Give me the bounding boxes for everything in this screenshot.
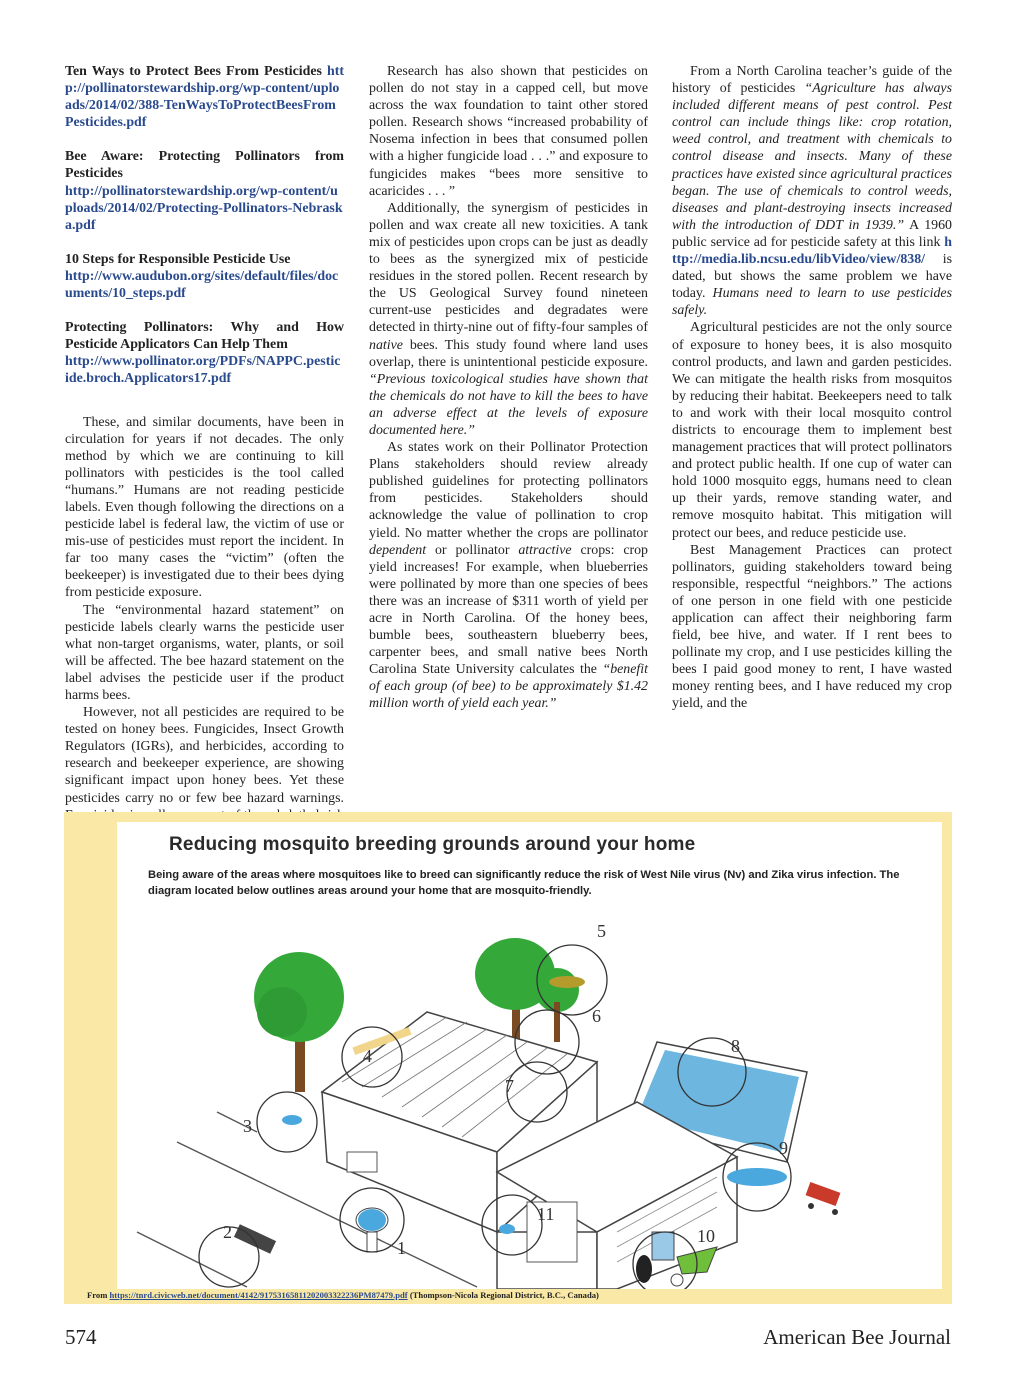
svg-text:10: 10 bbox=[697, 1226, 715, 1246]
svg-text:2: 2 bbox=[223, 1222, 232, 1242]
tree-left bbox=[254, 952, 344, 1092]
paragraph: Research has also shown that pesticides on pollen do not stay in a capped cell, but move across the wax foundation to taint other stored pollen. Research shows “increased probability of Nosema infection in bees that consumed pollen with a higher fungicide load . . .” and exposure to fungicides makes “bees more sensitive to acaricides . . . ” bbox=[369, 64, 648, 199]
paragraph: The “environmental hazard statement” on pesticide labels clearly warns the pesticide user what non-target organisms, water, plants, or soil will be affected. The bee hazard statement on the label advises the pesticide user if the product harms bees. bbox=[65, 602, 344, 703]
reference-link[interactable]: http://www.pollinator.org/PDFs/NAPPC.pesticide.broch.Applicators17.pdf bbox=[65, 354, 341, 387]
reference-title: Bee Aware: Protecting Pollinators from Pesticides bbox=[65, 149, 344, 182]
reference-3 bbox=[65, 251, 344, 302]
svg-text:11: 11 bbox=[537, 1204, 555, 1224]
column-2 bbox=[369, 63, 648, 713]
column-1 bbox=[65, 63, 344, 858]
paragraph: Additionally, the synergism of pesticides in pollen and wax create all new toxicities. A tank mix of pesticides upon crops can be just as deadly to bees as the synergized mix of pesticide residues in the stored pollen. Recent research by the US Geological Survey found nineteen current-use pesticides and degradates were detected in thirty-nine out of fifty-four samples of native bees. This study found where land uses overlap, there is unintentional pesticide exposure. “Previous toxicological studies have shown that the chemicals do not have to kill the bees to have an adverse effect at the levels of exposure documented here.” bbox=[369, 200, 648, 438]
reference-link[interactable]: http://www.audubon.org/sites/default/files/documents/10_steps.pdf bbox=[65, 268, 339, 302]
paragraph: However, not all pesticides are required to be tested on honey bees. Fungicides, Insect Growth Regulators (IGRs), and herbicides, according to research and beekeeper experience, are showing significant impact upon honey bees. Yet these pesticides carry no or few bee hazard warnings. bbox=[65, 705, 344, 806]
figure-title: Reducing mosquito breeding grounds around your home bbox=[169, 834, 696, 855]
video-link[interactable]: http://media.lib.ncsu.edu/libVideo/view/838/ bbox=[672, 234, 952, 268]
paragraph: These, and similar documents, have been in circulation for years if not decades. The only method by which we are continuing to kill pollinators with pesticides is the tool called “humans.” Humans are not reading pesticide labels. Even though following the directions on a pesticide label is federal law, the victim of use or mis-use of pesticides must report the incident. In far too many cases the “victim” (often the beekeeper) is investigated due to their bees dying from pesticide exposure. bbox=[65, 414, 344, 601]
reference-link[interactable]: http://pollinatorstewardship.org/wp-content/uploads/2014/02/Protecting-Pollinators-Nebraska.pdf bbox=[65, 183, 343, 233]
puddle-5 bbox=[549, 976, 585, 988]
svg-text:1: 1 bbox=[397, 1238, 406, 1258]
reference-link[interactable]: http://pollinatorstewardship.org/wp-content/uploads/2014/02/388-TenWaysToProtectBeesFromPesticides.pdf bbox=[65, 64, 344, 131]
credit-link[interactable]: https://tnrd.civicweb.net/document/4142/91753165811202003322236PM87479.pdf bbox=[109, 1290, 408, 1300]
journal-name: American Bee Journal bbox=[763, 1325, 951, 1349]
paragraph: Best Management Practices can protect pollinators, guiding stakeholders toward being responsible, respectful “neighbors.” The actions of one person in one field with one pesticide application can affect their neighboring farm field, bee hive, and water. If I rent bees to pollinate my crop, and I use pesticides killing the bees I paid good money to rent, I have wasted money renting bees, and I have reduced my crop yield, and the bbox=[672, 542, 952, 712]
reference-4 bbox=[65, 319, 344, 387]
reference-title: 10 Steps for Responsible Pesticide Use bbox=[65, 251, 291, 267]
page-number: 574 bbox=[65, 1325, 97, 1349]
reference-title: Ten Ways to Protect Bees From Pesticides bbox=[65, 64, 322, 79]
figure-panel bbox=[117, 822, 942, 1289]
paragraph: As states work on their Pollinator Protection Plans stakeholders should review already published guidelines for protecting pollinators from pesticides. Stakeholders should acknowledge the value of pollination to crop yield. No matter whether the crops are pollinator dependent or pollinator attractive crops: crop yield increases! For example, when blueberries were pollinated by more than one species of bees there was an increase of $311 worth of yield per acre in North Carolina. Of the honey bees, bumble bees, southeastern blueberry bees, carpenter bees, and small native bees North Carolina State University calculates the “benefit of each group (of bee) to be approximately $1.42 million worth of yield each year.” bbox=[369, 440, 649, 712]
svg-text:4: 4 bbox=[363, 1046, 372, 1066]
svg-text:7: 7 bbox=[505, 1076, 514, 1096]
house-diagram bbox=[117, 902, 942, 1289]
paragraph: Agricultural pesticides are not the only source of exposure to honey bees, it is also mosquito control products, and lawn and garden pesticides. We can mitigate the health risks from mosquitos by reducing their habitat. Beekeepers need to talk to and work with their local mosquito control districts to encourage them to implement best management practices that will protect pollinators and protect public health. If one cup of water can hold 1000 mosquito eggs, humans need to clean up their yards, remove standing water, and remove mosquito habitat. This mitigation will protect our bees, and reduce pesticide use. bbox=[672, 320, 952, 541]
mosquito-figure bbox=[64, 812, 952, 1304]
reference-2 bbox=[65, 148, 344, 233]
reference-title: Protecting Pollinators: Why and How Pesticide Applicators Can Help Them bbox=[65, 320, 344, 353]
svg-text:8: 8 bbox=[731, 1036, 740, 1056]
reference-1 bbox=[65, 63, 344, 131]
svg-text:9: 9 bbox=[779, 1138, 788, 1158]
paragraph: From a North Carolina teacher’s guide of the history of pesticides “Agriculture has always included different means of pest control. Pest control can include things like: crop rotation, weed control, and treatment with chemicals to control disease and insects. Many of these practices have existed since agricultural practices began. The use of chemicals to control weeds, diseases and plant-destroying insects increased with the introduction of DDT in 1939.” A 1960 public service ad for pesticide safety at this link http://media.lib.ncsu.edu/libVideo/view/838/ is dated, but shows the same problem we have today. Humans need to learn to use pesticides safely. bbox=[672, 64, 953, 319]
wagon bbox=[806, 1182, 841, 1215]
svg-text:3: 3 bbox=[243, 1116, 252, 1136]
figure-credit: From https://tnrd.civicweb.net/document/4142/91753165811202003322236PM87479.pdf (Thompson-Nicola Regional District, B.C., Canada) bbox=[87, 1290, 599, 1300]
column-3 bbox=[672, 63, 952, 713]
svg-text:5: 5 bbox=[597, 921, 606, 941]
svg-text:6: 6 bbox=[592, 1006, 601, 1026]
figure-subtitle: Being aware of the areas where mosquitoes like to breed can significantly reduce the risk of West Nile virus (Nv) and Zika virus infection. The diagram located below outlines areas around your home that are mosquito-friendly. bbox=[148, 869, 900, 897]
